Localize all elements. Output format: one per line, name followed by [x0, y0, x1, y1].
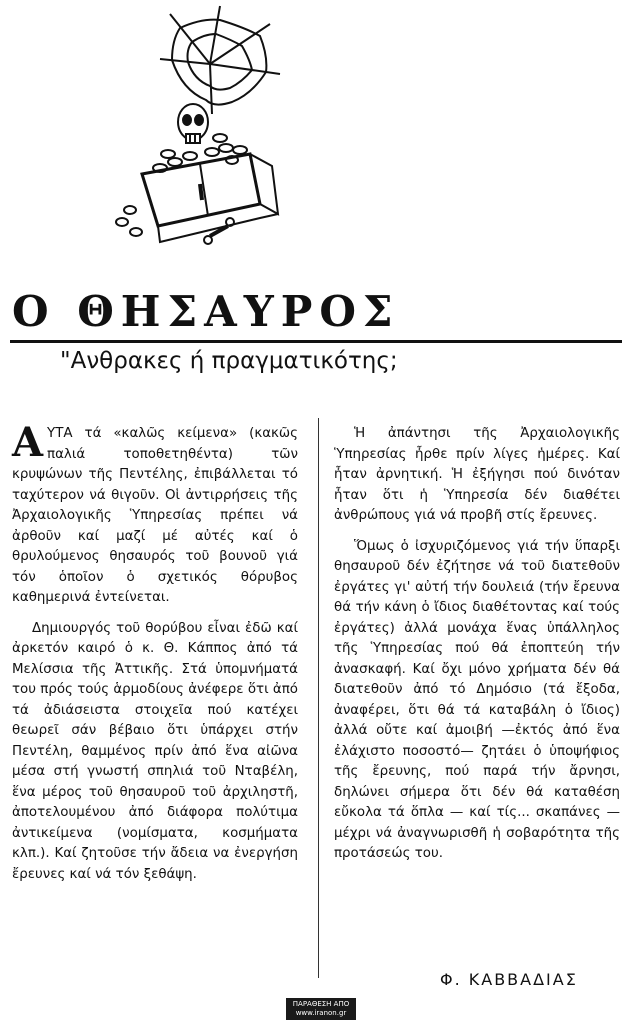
- paragraph-text: ΥΤΑ τά «καλῶς κείμενα» (κακῶς παλιά τοποθετηθέντα) τῶν κρυψώνων τῆς Πεντέλης, ἐπιβάλλεται τό ταχύτερον νά θιγοῦν. Οἱ ἀντιρρήσεις τῆς Ἀρχαιολογικῆς Ὑπηρεσίας πρέπει νά ἀρθοῦν καί μαζί μέ αὐτές καί ὁ θρυλούμενος θησαυρός τοῦ βουνοῦ γιά τόν ὁποῖον ὁ σχετικός θόρυβος καθημερινά ἐντείνεται.: [12, 426, 298, 605]
- skull-icon: [178, 104, 208, 143]
- paragraph: Ἡ ἀπάντησι τῆς Ἀρχαιολογικῆς Ὑπηρεσίας ἦρθε πρίν λίγες ἡμέρες. Καί ἦταν ἀρνητική. Ἡ ἐξήγησι πού δινόταν ἦταν ὅτι ἡ Ὑπηρεσία δέν διαθέτει ἀνθρώπους γιά νά προβῆ στίς ἔρευνες.: [334, 426, 620, 523]
- paragraph: Δημιουργός τοῦ θορύβου εἶναι ἐδῶ καί ἀρκετόν καιρό ὁ κ. Θ. Κάππος ἀπό τά Μελίσσια τῆς Ἀττικῆς. Στά ὑπομνήματά του πρός τούς ἁρμοδίους ἀνέφερε ὅτι ἀπό τά ἀδιάσειστα στοιχεῖα πού κατέχει θεωρεῖ σάν βέβαιο ὅτι ὑπάρχει στήν Πεντέλη, θαμμένος πρίν ἀπό ἕνα αἰῶνα μέσα στή γνωστή σπηλιά τοῦ Νταβέλη, ἕνα μέρος τοῦ θησαυροῦ τοῦ ἀρχιληστῆ, ἀποτελουμένου ἀπό διάφορα πολύτιμα ἀντικείμενα (νομίσματα, κοσμήματα κλπ.). Καί ζητοῦσε τήν ἄδεια να ἐνεργήση ἔρευνες καί νά τόν ξεθάψη.: [12, 620, 298, 882]
- column-divider: [318, 418, 319, 978]
- subheading: "Ανθρακες ή πραγματικότης;: [60, 348, 398, 374]
- headline-rule: [10, 340, 622, 343]
- treasure-chest-illustration: [100, 4, 300, 254]
- chest-icon: [142, 154, 278, 242]
- stamp-line: ΠΑΡΑΘΕΣΗ ΑΠΟ: [292, 1000, 350, 1008]
- author-signature: Φ. ΚΑΒΒΑΔΙΑΣ: [440, 970, 578, 989]
- paragraph: [12, 419, 298, 609]
- cobweb-icon: [160, 6, 280, 114]
- right-column: [334, 424, 620, 875]
- stamp-url: www.iranon.gr: [295, 1009, 347, 1017]
- dropcap: Α: [12, 419, 44, 466]
- source-stamp: [286, 998, 356, 1020]
- headline: Ο ΘΗΣΑΥΡΟΣ: [12, 287, 400, 336]
- left-column: [12, 419, 298, 895]
- paragraph: Ὅμως ὁ ἰσχυριζόμενος γιά τήν ὕπαρξι θησαυροῦ δέν ἐζήτησε νά τοῦ διατεθοῦν ἐργάτες γι' αὐτή τήν δουλειά (τήν ἔρευνα θά τήν κάνη ὁ ἴδιος διαθέτοντας καί τούς ἐργάτες) ἀλλά μονάχα ἕνας ὑπάλληλος τῆς Ὑπηρεσίας πού θά ἐποπτεύη τήν ἀνασκαφή. Καί ὄχι μόνο χρήματα δέν θά διατεθοῦν ἀπό τό Δημόσιο (τά ἔξοδα, ἀναφέρει, ὅτι θά τά καταβάλη ὁ ἴδιος) ἀλλά οὔτε καί ἀμοιβή —ἐκτός ἀπό ἕνα ἐλάχιστο ποσοστό— ζητάει ὁ ὑποψήφιος τῆς ἔρευνης, πού παρά τήν ἄρνησι, δηλώνει σήμερα ὅτι δέν θά καταθέση εὔκολα τά ὅπλα — καί τίς... σκαπάνες — μέχρι νά ἀναγνωρισθῆ ἡ σοβαρότητα τῆς προτάσεώς του.: [334, 538, 620, 861]
